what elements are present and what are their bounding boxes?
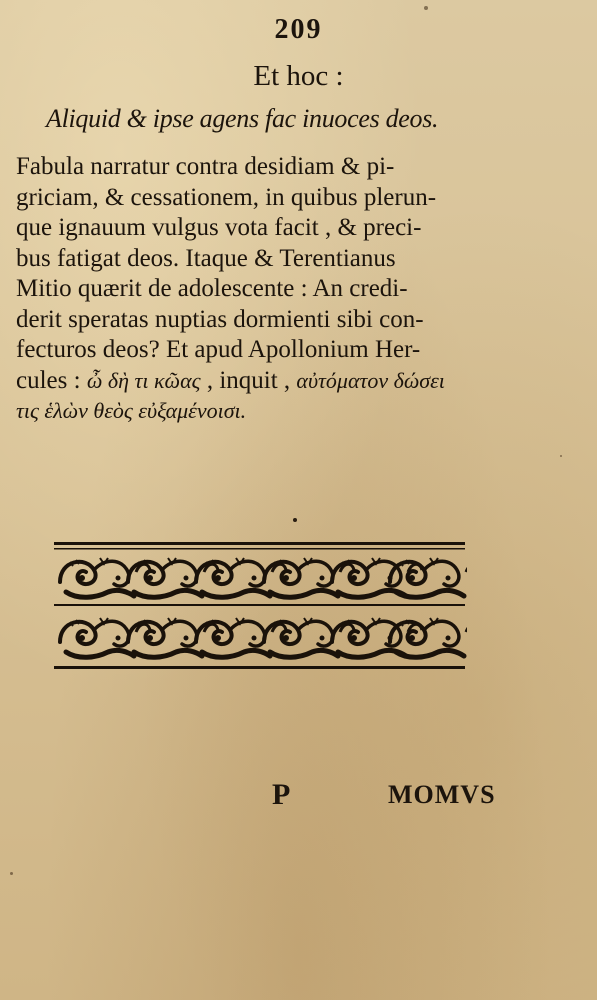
greek-fragment: ὦ δὴ τι κῶας: [86, 367, 201, 393]
ornamental-border: [52, 540, 467, 674]
text-fragment: , inquit ,: [200, 366, 297, 394]
text-fragment: cules :: [16, 366, 87, 394]
text-line: derit speratas nuptias dormienti sibi con-: [16, 305, 424, 333]
paper-speck: [424, 6, 428, 10]
signature-mark: P: [272, 778, 291, 811]
text-line: que ignauum vulgus vota facit , & preci-: [16, 214, 422, 241]
body-paragraph: [16, 152, 506, 427]
quoted-verse: Aliquid & ipse agens fac inuoces deos.: [46, 104, 439, 133]
catchword: MOMVS: [388, 780, 496, 809]
text-line: bus fatigat deos. Itaque & Terentianus: [16, 244, 396, 272]
text-line: Mitio quærit de adolescente : An credi-: [16, 275, 408, 302]
page-number: 209: [274, 14, 323, 45]
text-line: fecturos deos? Et apud Apollonium Her-: [16, 336, 421, 363]
greek-fragment: αὐτόματον δώσει: [296, 367, 445, 393]
paper-speck: [560, 455, 562, 457]
text-line: griciam, & cessationem, in quibus plerun-: [16, 183, 437, 211]
ink-dot: [293, 518, 297, 522]
paper-speck: [10, 872, 13, 875]
section-heading: Et hoc :: [253, 60, 344, 92]
greek-line: τις ἑλὼν θεὸς εὐξαμένοισι.: [16, 398, 247, 423]
text-line-with-greek: [16, 366, 506, 397]
text-line: Fabula narratur contra desidiam & pi-: [16, 153, 395, 180]
